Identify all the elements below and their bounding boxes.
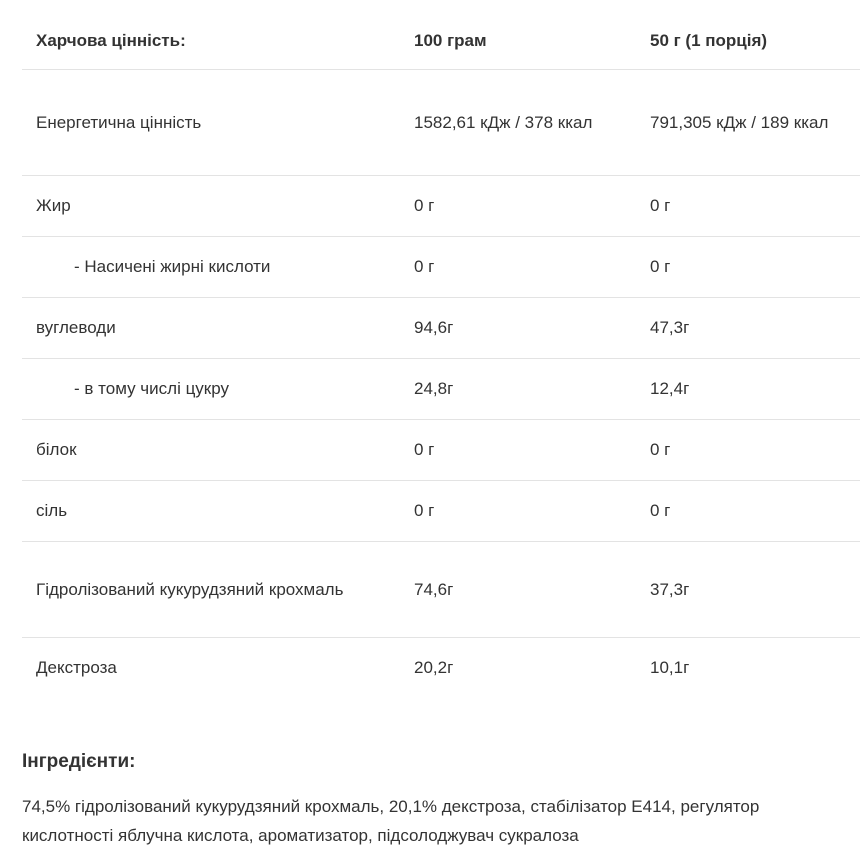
row-per-serving: 47,3г bbox=[636, 298, 860, 359]
row-per-serving: 10,1г bbox=[650, 658, 690, 677]
ingredients-text: 74,5% гідролізований кукурудзяний крохмаль, 20,1% декстроза, стабілізатор E414, регулятор кислотності яблучна кислота, ароматизатор, підсолоджувач сукралоза bbox=[22, 797, 760, 845]
page bbox=[0, 12, 860, 860]
row-per-100g: 0 г bbox=[400, 420, 636, 481]
table-header-row bbox=[22, 12, 860, 70]
row-name: - в тому числі цукру bbox=[22, 359, 400, 420]
header-per-serving: 50 г (1 порція) bbox=[636, 12, 860, 70]
row-per-serving: 0 г bbox=[636, 481, 860, 542]
row-name: вуглеводи bbox=[22, 298, 400, 359]
row-per-serving: 12,4г bbox=[636, 359, 860, 420]
row-per-100g: 20,2г bbox=[414, 658, 454, 677]
table-row bbox=[22, 237, 860, 298]
table-row bbox=[22, 542, 860, 638]
row-per-serving: 0 г bbox=[636, 176, 860, 237]
table-row bbox=[22, 638, 860, 699]
row-per-100g: 1582,61 кДж / 378 ккал bbox=[400, 70, 636, 176]
row-name: - Насичені жирні кислоти bbox=[22, 237, 400, 298]
ingredients-heading: Інгредієнти: bbox=[22, 751, 136, 772]
table-row bbox=[22, 70, 860, 176]
table-row bbox=[22, 420, 860, 481]
row-name: сіль bbox=[22, 481, 400, 542]
row-name: Декстроза bbox=[36, 658, 117, 677]
row-per-100g: 0 г bbox=[400, 481, 636, 542]
row-name: Жир bbox=[22, 176, 400, 237]
row-per-100g: 0 г bbox=[400, 237, 636, 298]
header-per-100g: 100 грам bbox=[400, 12, 636, 70]
row-per-100g: 94,6г bbox=[400, 298, 636, 359]
row-per-100g: 24,8г bbox=[400, 359, 636, 420]
table-row bbox=[22, 176, 860, 237]
row-per-serving: 0 г bbox=[636, 420, 860, 481]
row-name: білок bbox=[22, 420, 400, 481]
table-row bbox=[22, 298, 860, 359]
row-per-100g: 0 г bbox=[400, 176, 636, 237]
row-per-serving: 791,305 кДж / 189 ккал bbox=[636, 70, 860, 176]
table-row bbox=[22, 481, 860, 542]
nutrition-table bbox=[22, 12, 860, 698]
header-nutrition-value: Харчова цінність: bbox=[22, 12, 400, 70]
row-per-serving: 37,3г bbox=[636, 542, 860, 638]
table-row bbox=[22, 359, 860, 420]
row-per-serving: 0 г bbox=[636, 237, 860, 298]
row-per-100g: 74,6г bbox=[400, 542, 636, 638]
row-name: Енергетична цінність bbox=[22, 70, 400, 176]
row-name: Гідролізований кукурудзяний крохмаль bbox=[22, 542, 400, 638]
